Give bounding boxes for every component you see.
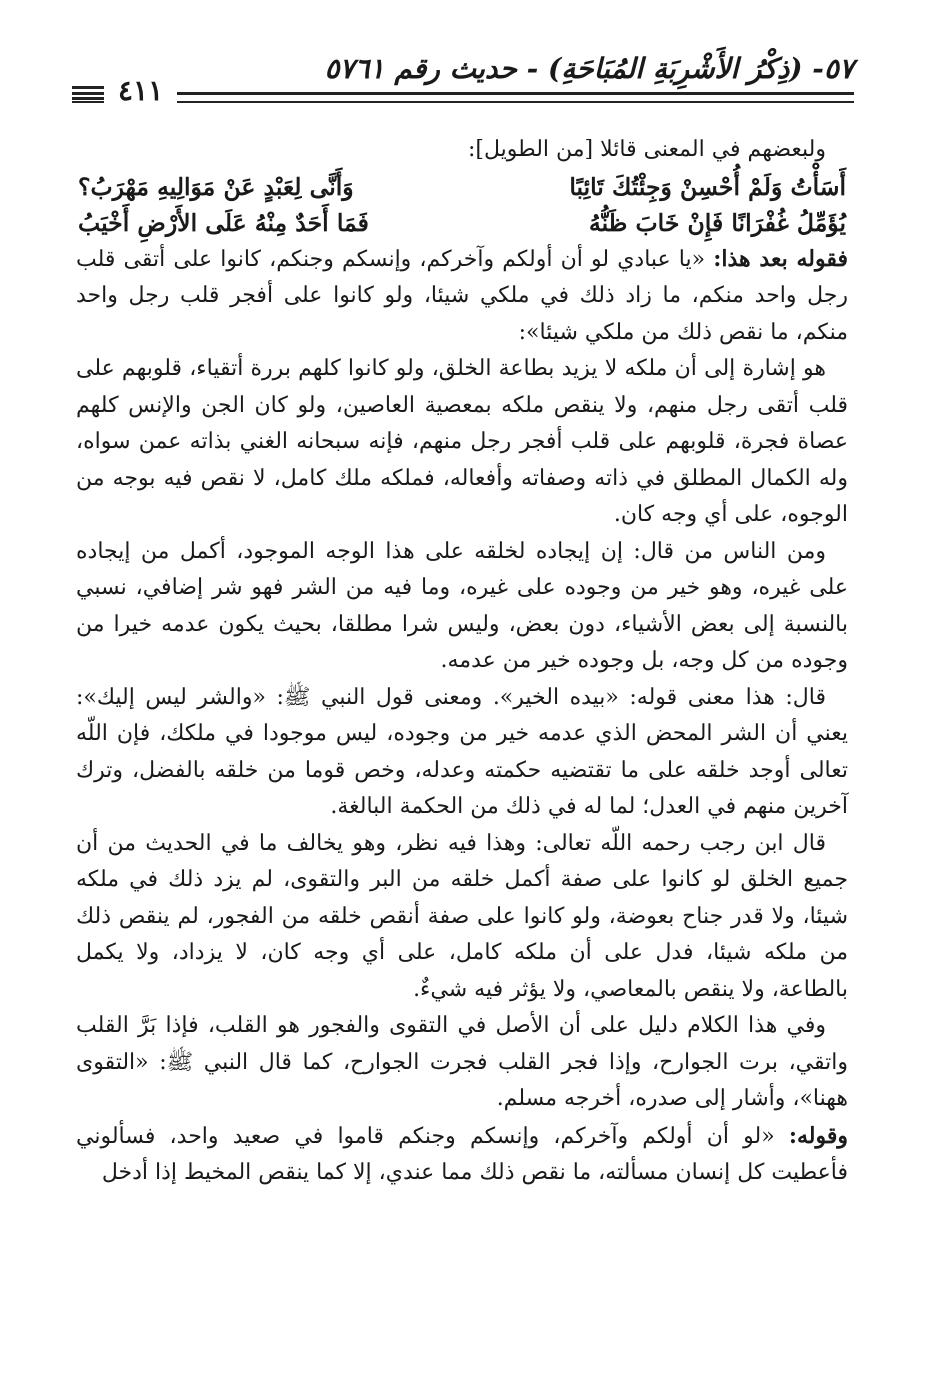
verse-first-hemistich: أَسَأْتُ وَلَمْ أُحْسِنْ وَجِئْتُكَ تَائِبًا xyxy=(569,172,846,201)
verse-first-hemistich: يُؤَمِّلُ غُفْرَانًا فَإِنْ خَابَ ظَنُّهُ xyxy=(588,208,846,237)
paragraph xyxy=(76,534,848,680)
paragraph-text: «لو أن أولكم وآخركم، وإنسكم وجنكم قاموا في صعيد واحد، فسألوني فأعطيت كل إنسان مسألته، ما نقص ذلك مما عندي، إلا كما ينقص المخيط إذا أدخل xyxy=(76,1123,848,1185)
header-rule xyxy=(72,92,854,103)
paragraph-text: قال ابن رجب رحمه اللّه تعالى: وهذا فيه نظر، وهو يخالف ما في الحديث من أن جميع الخلق لو كانوا على صفة أكمل خلقه من البر والتقوى، لم يزد ذلك في ملكه شيئا، ولا قدر جناح بعوضة، ولو كانوا على صفة أنقص خلقه من الفجور، لم ينقص ذلك من ملكه شيئا، فدل على أن ملكه كامل، على أي وجه كان، لا يزداد، ولا يكمل بالطاعة، ولا ينقص بالمعاصي، ولا يؤثر فيه شيءٌ. xyxy=(76,830,848,1002)
paragraph-text: هو إشارة إلى أن ملكه لا يزيد بطاعة الخلق، ولو كانوا كلهم بررة أتقياء، قلوبهم على قلب أتقى رجل منهم، ولا ينقص ملكه بمعصية العاصين، ولو كان الجن والإنس كلهم عصاة فجرة، قلوبهم على قلب أفجر رجل منهم، فإنه سبحانه الغني بذاته عمن سواه، وله الكمال المطلق في ذاته وصفاته وأفعاله، فملكه ملك كامل، لا نقص فيه بوجه من الوجوه، على أي وجه كان. xyxy=(76,356,849,527)
paragraph-text: قال: هذا معنى قوله: «بيده الخير». ومعنى قول النبي ﷺ: «والشر ليس إليك»: يعني أن الشر المحض الذي عدمه خير من وجوده، ليس موجودا في ملكك، فإن اللّه تعالى أوجد خلقه على ما تقتضيه حكمته وعدله، وخص قوما من خلقه بالفضل، وترك آخرين منهم في العدل؛ لما له في ذلك من الحكمة البالغة. xyxy=(76,684,848,819)
header-rule-short xyxy=(72,86,104,100)
paragraph xyxy=(76,1008,848,1118)
page-body xyxy=(76,132,848,1192)
paragraph-text: «يا عبادي لو أن أولكم وآخركم، وإنسكم وجنكم، كانوا على أتقى قلب رجل واحد منكم، ما زاد ذلك في ملكي شيئا، ولو كانوا على أفجر قلب رجل واحد منكم، ما نقص ذلك من ملكي شيئا»: xyxy=(76,246,848,345)
verse-second-hemistich: وَأَنَّى لِعَبْدٍ عَنْ مَوَالِيهِ مَهْرَبُ؟ xyxy=(78,172,354,201)
paragraph xyxy=(76,680,848,826)
paragraph xyxy=(76,1118,848,1192)
page-header xyxy=(72,52,854,107)
paragraph xyxy=(76,241,848,352)
chapter-title: ٥٧- (ذِكْرُ الأَشْرِبَةِ المُبَاحَةِ) - حديث رقم ٥٧٦١ xyxy=(324,52,854,85)
poem-intro: ولبعضهم في المعنى قائلا [من الطويل]: xyxy=(468,137,826,162)
poem-verse xyxy=(76,169,848,205)
page-number: ٤١١ xyxy=(104,76,177,106)
poem-verse xyxy=(76,205,848,241)
paragraph xyxy=(76,351,848,534)
paragraph-text: وفي هذا الكلام دليل على أن الأصل في التقوى والفجور هو القلب، فإذا بَرَّ القلب واتقي، برت الجوارح، وإذا فجر القلب فجرت الجوارح، كما قال النبي ﷺ: «التقوى ههنا»، وأشار إلى صدره، أخرجه مسلم. xyxy=(76,1013,848,1111)
paragraph xyxy=(76,826,848,1009)
paragraph-lead: فقوله بعد هذا: xyxy=(713,245,848,272)
verse-second-hemistich: فَمَا أَحَدٌ مِنْهُ عَلَى الأَرْضِ أَخْيَبُ xyxy=(78,208,369,237)
paragraph-lead: وقوله: xyxy=(788,1122,848,1149)
paragraph-text: ومن الناس من قال: إن إيجاده لخلقه على هذا الوجه الموجود، أكمل من إيجاده على غيره، وهو خير من وجوده على غيره، وما فيه من الشر فهو شر إضافي، نسبي بالنسبة إلى بعض الأشياء، دون بعض، وليس شرا مطلقا، بحيث يكون عدمه خيرا من وجوده من كل وجه، بل وجوده خير من عدمه. xyxy=(76,538,848,673)
